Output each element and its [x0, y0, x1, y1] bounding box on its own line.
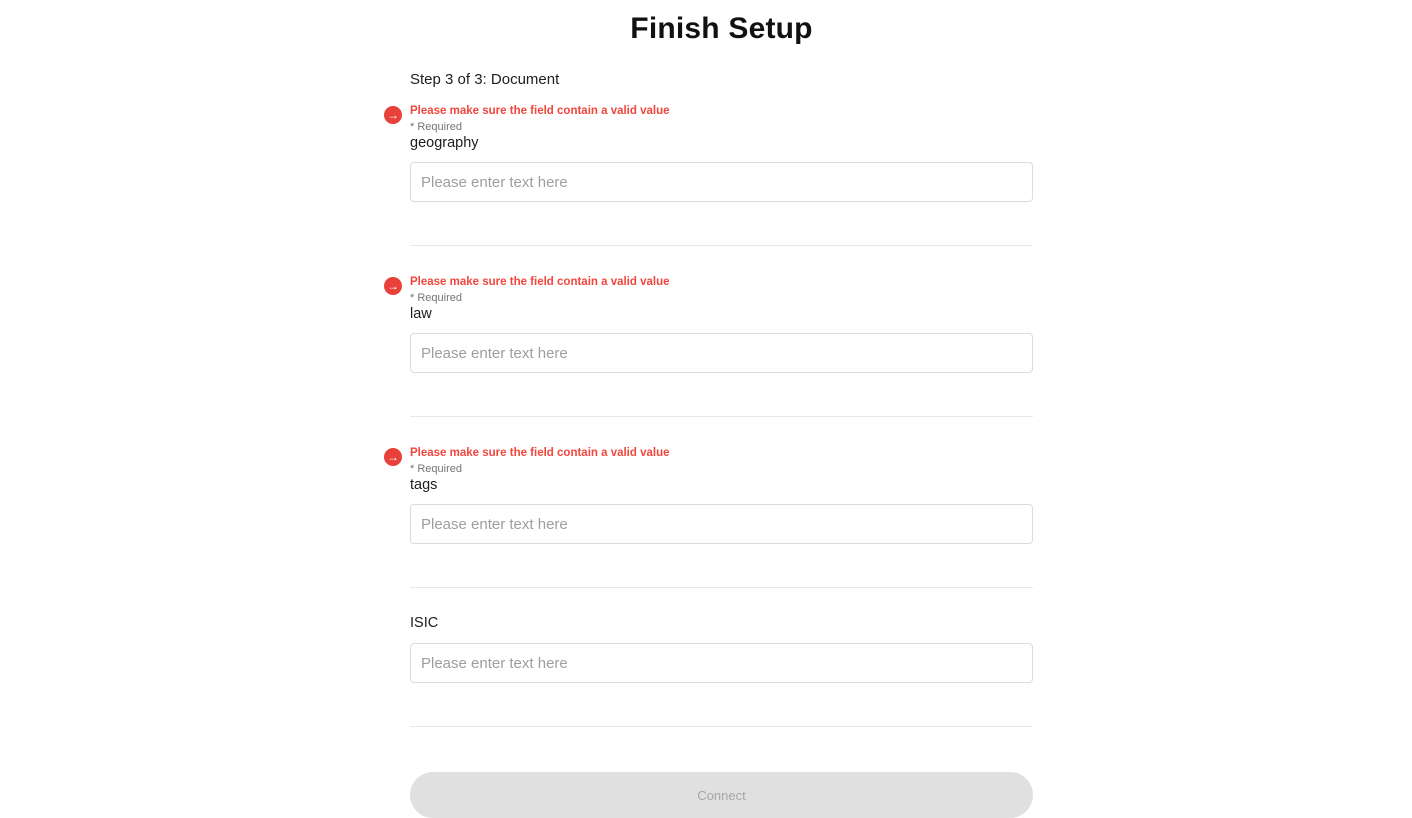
geography-input[interactable]: [410, 162, 1033, 202]
divider: [410, 726, 1033, 727]
error-message: Please make sure the field contain a valid value: [410, 105, 670, 117]
field-label-law: law: [410, 306, 432, 322]
arrow-right-glyph: →: [387, 450, 399, 464]
required-note: * Required: [410, 121, 462, 133]
arrow-right-circle-icon: [384, 106, 402, 124]
field-label-tags: tags: [410, 477, 438, 493]
required-note: * Required: [410, 292, 462, 304]
arrow-right-glyph: →: [387, 108, 399, 122]
divider: [410, 245, 1033, 246]
field-label-isic: ISIC: [410, 615, 439, 631]
arrow-right-glyph: →: [387, 279, 399, 293]
required-note: * Required: [410, 463, 462, 475]
form-column: [387, 0, 1033, 808]
tags-input[interactable]: [410, 504, 1033, 544]
divider: [410, 587, 1033, 588]
divider: [410, 416, 1033, 417]
step-indicator: Step 3 of 3: Document: [410, 71, 560, 88]
connect-button[interactable]: Connect: [410, 772, 1033, 818]
field-label-geography: geography: [410, 135, 479, 151]
error-message: Please make sure the field contain a valid value: [410, 447, 670, 459]
error-message: Please make sure the field contain a valid value: [410, 276, 670, 288]
arrow-right-circle-icon: [384, 277, 402, 295]
page-title: Finish Setup: [630, 12, 813, 45]
isic-input[interactable]: [410, 643, 1033, 683]
arrow-right-circle-icon: [384, 448, 402, 466]
law-input[interactable]: [410, 333, 1033, 373]
